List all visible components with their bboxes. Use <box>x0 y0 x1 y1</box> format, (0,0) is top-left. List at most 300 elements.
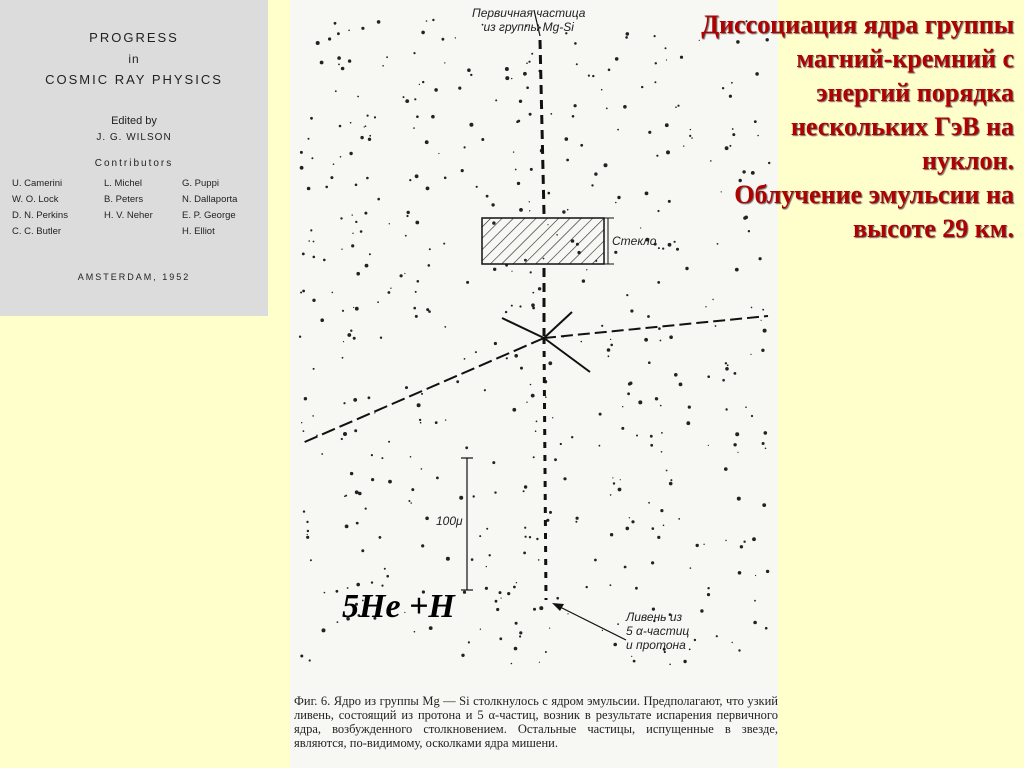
grain-dot <box>312 415 314 417</box>
grain-dot <box>320 61 324 65</box>
grain-dot <box>360 230 363 233</box>
grain-dot <box>365 508 367 510</box>
grain-dot <box>530 384 532 386</box>
grain-dot <box>377 301 379 303</box>
grain-dot <box>523 552 526 555</box>
grain-dot <box>511 271 512 272</box>
grain-dot <box>309 659 311 661</box>
grain-dot <box>371 454 373 456</box>
grain-dot <box>514 354 518 358</box>
grain-dot <box>361 549 364 552</box>
grain-dot <box>631 656 632 657</box>
grain-dot <box>648 361 651 364</box>
grain-dot <box>686 421 690 425</box>
grain-dot <box>563 477 566 480</box>
heading-line: высоте 29 км. <box>852 214 1014 243</box>
grain-dot <box>565 137 569 141</box>
grain-dot <box>658 247 660 249</box>
grain-dot <box>419 419 421 421</box>
grain-dot <box>601 325 603 327</box>
grain-dot <box>515 169 517 171</box>
grain-dot <box>545 396 547 398</box>
grain-dot <box>388 291 391 294</box>
star-tracks <box>300 312 768 600</box>
book-title-line2: in <box>128 52 140 66</box>
grain-dot <box>599 413 602 416</box>
grain-dot <box>468 641 470 643</box>
grain-dot <box>333 163 335 165</box>
contributor: B. Peters <box>104 194 144 205</box>
grain-dot <box>657 281 660 284</box>
grain-dot <box>556 597 559 600</box>
grain-dot <box>610 494 612 496</box>
primary-particle-label <box>472 6 585 34</box>
grain-dot <box>355 490 359 494</box>
grain-dot <box>737 497 741 501</box>
grain-dot <box>629 517 630 518</box>
grain-dot <box>716 635 718 637</box>
grain-dot <box>381 457 383 459</box>
grain-dot <box>751 415 753 417</box>
grain-dot <box>322 628 326 632</box>
grain-dot <box>539 606 543 610</box>
grain-dot <box>501 598 502 599</box>
grain-dot <box>330 176 333 179</box>
slide-heading <box>594 8 1014 246</box>
primary-label-line2: из группы Mg-Si <box>483 20 574 34</box>
grain-dot <box>662 248 664 250</box>
grain-dot <box>313 368 315 370</box>
grain-dot <box>599 445 601 447</box>
grain-dot <box>727 364 729 366</box>
grain-dot <box>550 113 552 115</box>
grain-dot <box>567 209 569 211</box>
grain-dot <box>644 338 648 342</box>
grain-dot <box>512 408 516 412</box>
grain-dot <box>390 288 391 289</box>
grain-dot <box>562 210 565 213</box>
reaction-formula: 5He +H <box>342 588 455 625</box>
grain-dot <box>434 88 438 92</box>
grain-dot <box>631 520 634 523</box>
grain-dot <box>517 120 520 123</box>
grain-dot <box>364 212 367 215</box>
grain-dot <box>528 61 530 63</box>
grain-dot <box>371 478 374 481</box>
grain-dot <box>338 64 340 66</box>
grain-dot <box>549 511 552 514</box>
grain-dot <box>647 315 650 318</box>
grain-dot <box>310 229 312 231</box>
contributor: L. Michel <box>104 178 143 189</box>
grain-dot <box>765 448 767 450</box>
grain-dot <box>415 174 419 178</box>
grain-dot <box>386 575 389 578</box>
shower-label-line3: и протона <box>626 638 686 652</box>
heading-line: Облучение эмульсии на <box>734 180 1014 209</box>
grain-dot <box>761 320 762 321</box>
grain-dot <box>548 192 551 195</box>
grain-dot <box>651 561 654 564</box>
grain-dot <box>536 538 538 540</box>
grain-dot <box>505 76 509 80</box>
grain-dot <box>461 654 464 657</box>
grain-dot <box>552 417 553 418</box>
grain-dot <box>707 375 710 378</box>
grain-dot <box>356 583 360 587</box>
grain-dot <box>566 159 569 162</box>
grain-dot <box>610 344 613 347</box>
grain-dot <box>416 115 419 118</box>
glass-label: Стекло <box>612 234 657 248</box>
grain-dot <box>622 406 623 407</box>
grain-dot <box>761 349 764 352</box>
grain-dot <box>532 292 534 294</box>
grain-dot <box>438 153 439 154</box>
grain-dot <box>759 257 762 260</box>
grain-dot <box>513 586 516 589</box>
grain-dot <box>754 600 756 602</box>
grain-dot <box>313 256 316 259</box>
grain-dot <box>325 186 328 189</box>
grain-dot <box>403 96 405 98</box>
grain-dot <box>429 626 433 630</box>
grain-dot <box>349 152 352 155</box>
grain-dot <box>337 32 340 35</box>
grain-dot <box>608 355 610 357</box>
grain-dot <box>341 249 342 250</box>
grain-dot <box>674 373 678 377</box>
grain-dot <box>725 408 727 410</box>
contributor: N. Dallaporta <box>182 194 238 205</box>
contributors-column-1 <box>12 176 68 240</box>
book-title-line1: PROGRESS <box>89 30 179 45</box>
grain-dot <box>368 396 371 399</box>
grain-dot <box>421 31 425 35</box>
grain-dot <box>377 198 380 201</box>
grain-dot <box>386 56 388 58</box>
grain-dot <box>513 151 514 152</box>
heading-line: нескольких ГэВ на <box>790 112 1014 141</box>
grain-dot <box>467 68 471 72</box>
grain-dot <box>343 341 344 342</box>
grain-dot <box>400 274 403 277</box>
grain-dot <box>764 431 768 435</box>
grain-dot <box>337 56 341 60</box>
grain-dot <box>560 443 562 445</box>
grain-dot <box>626 294 628 296</box>
grain-dot <box>364 126 365 127</box>
grain-dot <box>499 637 502 640</box>
grain-dot <box>473 495 475 497</box>
grain-dot <box>762 309 764 311</box>
grain-dot <box>426 187 430 191</box>
grain-dot <box>525 536 527 538</box>
grain-dot <box>421 393 423 395</box>
grain-dot <box>576 517 579 520</box>
grain-dot <box>574 42 577 45</box>
grain-dot <box>621 427 624 430</box>
grain-dot <box>533 608 536 611</box>
grain-dot <box>302 253 305 256</box>
grain-dot <box>753 621 757 625</box>
grain-dot <box>506 357 508 359</box>
grain-dot <box>523 490 525 492</box>
shower-label <box>626 610 689 652</box>
grain-dot <box>360 136 363 139</box>
contributors-label: Contributors <box>94 158 174 169</box>
grain-dot <box>446 557 450 561</box>
grain-dot <box>476 186 478 188</box>
grain-dot <box>696 544 699 547</box>
grain-dot <box>332 292 334 294</box>
grain-dot <box>366 177 369 180</box>
grain-dot <box>369 253 371 255</box>
grain-dot <box>313 241 315 243</box>
grain-dot <box>612 477 613 478</box>
grain-dot <box>738 649 740 651</box>
grain-dot <box>658 327 661 330</box>
grain-dot <box>648 502 650 504</box>
grain-dot <box>630 309 633 312</box>
grain-dot <box>368 138 371 141</box>
grain-dot <box>336 590 339 593</box>
grain-dot <box>354 429 357 432</box>
grain-dot <box>345 495 347 497</box>
grain-dot <box>425 517 429 521</box>
grain-dot <box>740 545 743 548</box>
grain-dot <box>357 96 359 98</box>
heading-line: магний-кремний с <box>796 44 1014 73</box>
book-title-page-image <box>0 0 268 316</box>
grain-dot <box>339 125 342 128</box>
grain-dot <box>507 592 510 595</box>
grain-dot <box>355 221 357 223</box>
grain-dot <box>511 305 513 307</box>
grain-dot <box>531 53 533 55</box>
grain-dot <box>669 664 671 666</box>
grain-dot <box>337 621 339 623</box>
grain-dot <box>444 62 445 63</box>
figure-caption: Фиг. 6. Ядро из группы Mg — Si столкнулось с ядром эмульсии. Предполагают, что узкий ливень, состоящий из протона и 5 α-частиц, возник в результате испарения первичного ядра, возбужденного столкновением. Остальные частицы, испущенные в звезде, являются, по-видимому, осколками ядра мишени. <box>294 694 778 750</box>
grain-dot <box>499 591 502 594</box>
scale-bar-label: 100μ <box>436 514 463 528</box>
grain-dot <box>661 432 663 434</box>
grain-dot <box>300 292 302 294</box>
grain-dot <box>341 438 343 440</box>
grain-dot <box>548 361 552 365</box>
grain-dot <box>734 372 737 375</box>
grain-dot <box>613 643 617 647</box>
grain-dot <box>526 402 527 403</box>
grain-dot <box>470 74 472 76</box>
grain-dot <box>514 647 518 651</box>
contributor: E. P. George <box>182 210 236 221</box>
grain-dot <box>352 214 353 215</box>
grain-dot <box>340 217 342 219</box>
grain-dot <box>426 20 428 22</box>
grain-dot <box>657 536 660 539</box>
grain-dot <box>652 527 655 530</box>
heading-line: Диссоциация ядра группы <box>701 10 1014 39</box>
grain-dot <box>586 269 587 270</box>
grain-dot <box>343 402 345 404</box>
contributor: H. Elliot <box>182 226 215 237</box>
grain-dot <box>408 500 410 502</box>
grain-dot <box>735 268 739 272</box>
grain-dot <box>353 337 356 340</box>
grain-dot <box>301 422 302 423</box>
grain-dot <box>481 138 484 141</box>
grain-dot <box>388 480 392 484</box>
grain-dot <box>511 663 513 665</box>
grain-dot <box>381 585 383 587</box>
grain-dot <box>614 251 617 254</box>
grain-dot <box>464 358 466 360</box>
grain-dot <box>494 342 497 345</box>
grain-dot <box>495 99 497 101</box>
grain-dot <box>420 422 422 424</box>
grain-dot <box>413 52 415 54</box>
grain-dot <box>531 394 535 398</box>
grain-dot <box>426 308 429 311</box>
grain-dot <box>377 20 381 24</box>
grain-dot <box>429 248 431 250</box>
grain-dot <box>335 90 337 92</box>
grain-dot <box>602 630 603 631</box>
book-title-line3: COSMIC RAY PHYSICS <box>45 72 223 87</box>
grain-dot <box>505 311 507 313</box>
grain-dot <box>334 22 337 25</box>
grain-dot <box>350 122 352 124</box>
grain-dot <box>461 169 464 172</box>
grain-dot <box>617 623 619 625</box>
grain-dot <box>712 299 713 300</box>
grain-dot <box>404 273 405 274</box>
grain-dot <box>365 264 369 268</box>
grain-dot <box>459 496 463 500</box>
contributor: D. N. Perkins <box>12 210 68 221</box>
heading-line: нуклон. <box>921 146 1014 175</box>
grain-dot <box>705 306 706 307</box>
grain-dot <box>519 305 521 307</box>
grain-dot <box>707 587 709 589</box>
grain-dot <box>307 530 309 532</box>
grain-dot <box>320 318 324 322</box>
grain-dot <box>519 631 522 634</box>
grain-dot <box>515 622 518 625</box>
grain-dot <box>531 303 535 307</box>
grain-dot <box>491 203 494 206</box>
grain-dot <box>722 379 725 382</box>
primary-track <box>540 40 544 214</box>
grain-dot <box>678 518 680 520</box>
grain-dot <box>610 584 612 586</box>
grain-dot <box>650 435 653 438</box>
grain-dot <box>444 177 447 180</box>
grain-dot <box>493 268 496 271</box>
grain-dot <box>345 525 349 529</box>
grain-dot <box>586 586 588 588</box>
grain-dot <box>524 485 527 488</box>
grain-dot <box>356 272 360 276</box>
contributor: W. O. Lock <box>12 194 59 205</box>
grain-dot <box>567 613 568 614</box>
grain-dot <box>300 151 303 154</box>
grain-dot <box>323 259 326 262</box>
grain-dot <box>660 340 662 342</box>
grain-dot <box>549 628 550 629</box>
grain-dot <box>469 123 473 127</box>
grain-dot <box>519 635 521 637</box>
grain-dot <box>700 609 703 612</box>
grain-dot <box>745 406 747 408</box>
grain-dot <box>303 430 305 432</box>
grain-dot <box>535 430 537 432</box>
grain-dot <box>379 536 382 539</box>
grain-dot <box>670 479 672 481</box>
grain-dot <box>676 248 679 251</box>
grain-dot <box>755 575 756 576</box>
shower-label-line2: 5 α-частиц <box>626 624 690 638</box>
grain-dot <box>495 600 498 603</box>
grain-dot <box>529 113 532 116</box>
heading-line: энергий порядка <box>816 78 1014 107</box>
grain-dot <box>300 655 303 658</box>
grain-dot <box>485 587 488 590</box>
grain-dot <box>529 210 530 211</box>
grain-dot <box>303 510 305 512</box>
grain-dot <box>307 534 308 535</box>
grain-dot <box>738 571 742 575</box>
grain-dot <box>299 336 301 338</box>
grain-dot <box>536 421 538 423</box>
grain-dot <box>413 127 415 129</box>
grain-dot <box>465 446 468 449</box>
grain-dot <box>638 400 642 404</box>
grain-dot <box>581 341 583 343</box>
grain-dot <box>530 271 532 273</box>
grain-dot <box>350 330 352 332</box>
grain-dot <box>635 587 638 590</box>
grain-dot <box>431 115 435 119</box>
grain-dot <box>421 544 424 547</box>
grain-dot <box>342 310 344 312</box>
grain-dot <box>466 281 469 284</box>
grain-dot <box>529 536 531 538</box>
grain-dot <box>607 348 611 352</box>
grain-dot <box>752 537 756 541</box>
grain-dot <box>666 470 668 472</box>
grain-dot <box>484 389 486 391</box>
grain-dot <box>690 567 692 569</box>
grain-dot <box>707 593 710 596</box>
grain-dot <box>762 503 766 507</box>
grain-dot <box>492 461 495 464</box>
grain-dot <box>486 195 489 198</box>
grain-dot <box>306 536 309 539</box>
grain-dot <box>618 488 622 492</box>
grain-dot <box>355 307 359 311</box>
grain-dot <box>382 65 384 67</box>
grain-dot <box>348 30 350 32</box>
contributor: C. C. Butler <box>12 226 62 237</box>
grain-dot <box>530 168 533 171</box>
grain-dot <box>353 307 354 308</box>
grain-dot <box>526 86 529 89</box>
grain-dot <box>610 339 611 340</box>
grain-dot <box>342 357 344 359</box>
